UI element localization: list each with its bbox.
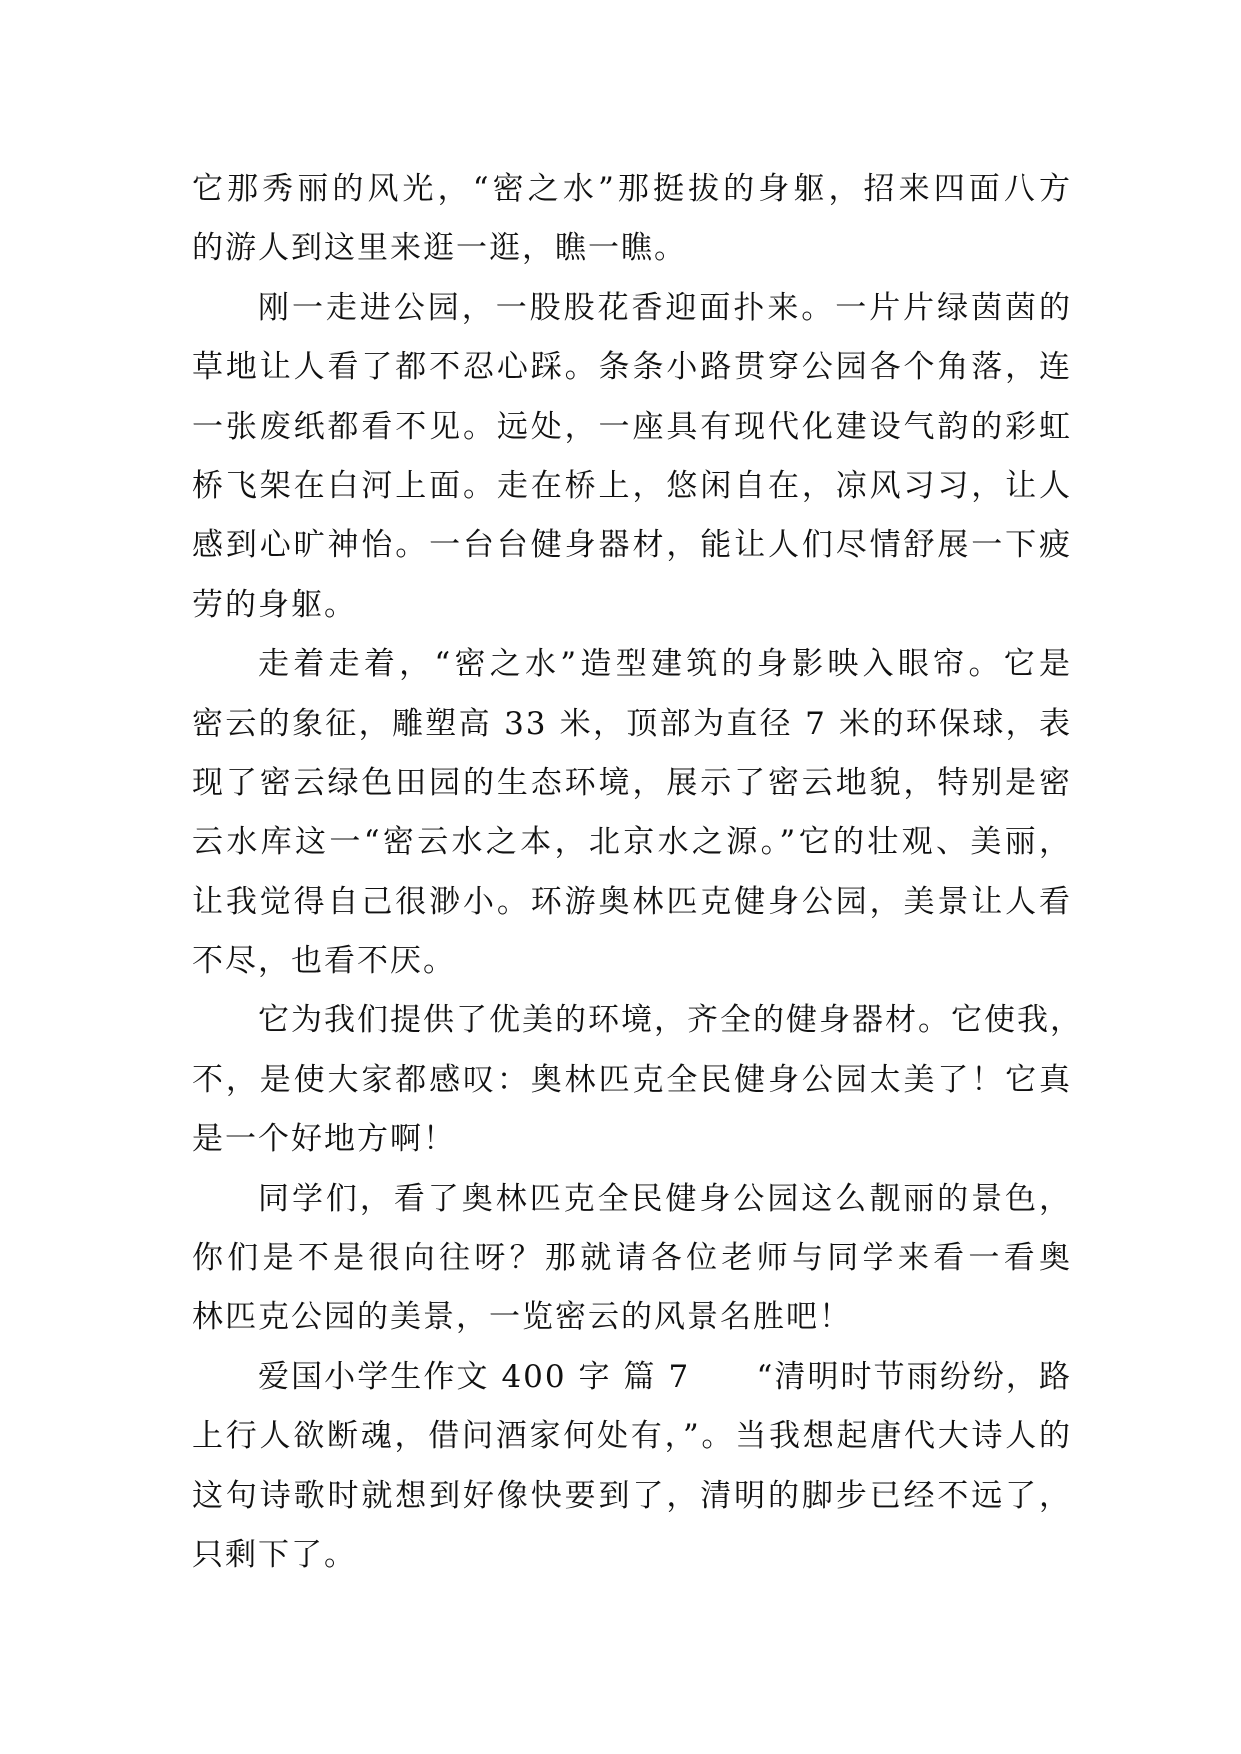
paragraph-first-line: 爱国小学生作文 400 字 篇 7 “清明时节雨纷纷，路 [258,1358,1072,1395]
text-line: 它那秀丽的风光，“密之水”那挺拔的身躯，招来四面八方 [192,171,1072,207]
text-line: 不尽，也看不厌。 [192,943,456,980]
text-line: 的游人到这里来逛一逛，瞧一瞧。 [192,230,687,267]
text-line: 是一个好地方啊！ [192,1121,456,1158]
text-line: 现了密云绿色田园的生态环境，展示了密云地貌，特别是密 [192,764,1072,801]
text-line: 感到心旷神怡。一台台健身器材，能让人们尽情舒展一下疲 [192,527,1072,564]
paragraph-first-line: 走着走着，“密之水”造型建筑的身影映入眼帘。它是 [258,646,1072,683]
paragraph-first-line: 它为我们提供了优美的环境，齐全的健身器材。它使我， [258,1002,1083,1039]
text-line: 劳的身躯。 [192,586,357,623]
text-line: 一张废纸都看不见。远处，一座具有现代化建设气韵的彩虹 [192,408,1072,445]
text-line: 云水库这一“密云水之本，北京水之源。”它的壮观、美丽， [192,824,1072,861]
text-line: 你们是不是很向往呀？那就请各位老师与同学来看一看奥 [192,1240,1072,1277]
text-line: 林匹克公园的美景，一览密云的风景名胜吧！ [192,1299,852,1336]
text-line: 上行人欲断魂，借问酒家何处有，”。当我想起唐代大诗人的 [192,1418,1072,1455]
text-line: 让我觉得自己很渺小。环游奥林匹克健身公园，美景让人看 [192,883,1072,920]
text-line: 这句诗歌时就想到好像快要到了，清明的脚步已经不远了， [192,1477,1072,1514]
text-line: 密云的象征，雕塑高 33 米，顶部为直径 7 米的环保球，表 [192,705,1072,742]
text-line: 不，是使大家都感叹：奥林匹克全民健身公园太美了！它真 [192,1061,1072,1098]
paragraph-first-line: 同学们，看了奥林匹克全民健身公园这么靓丽的景色， [258,1180,1072,1217]
article-body [192,160,1083,1585]
text-line: 草地让人看了都不忍心踩。条条小路贯穿公园各个角落，连 [192,349,1072,386]
text-line: 只剩下了。 [192,1536,357,1573]
paragraph-first-line: 刚一走进公园，一股股花香迎面扑来。一片片绿茵茵的 [258,289,1072,326]
text-line: 桥飞架在白河上面。走在桥上，悠闲自在，凉风习习，让人 [192,467,1072,504]
